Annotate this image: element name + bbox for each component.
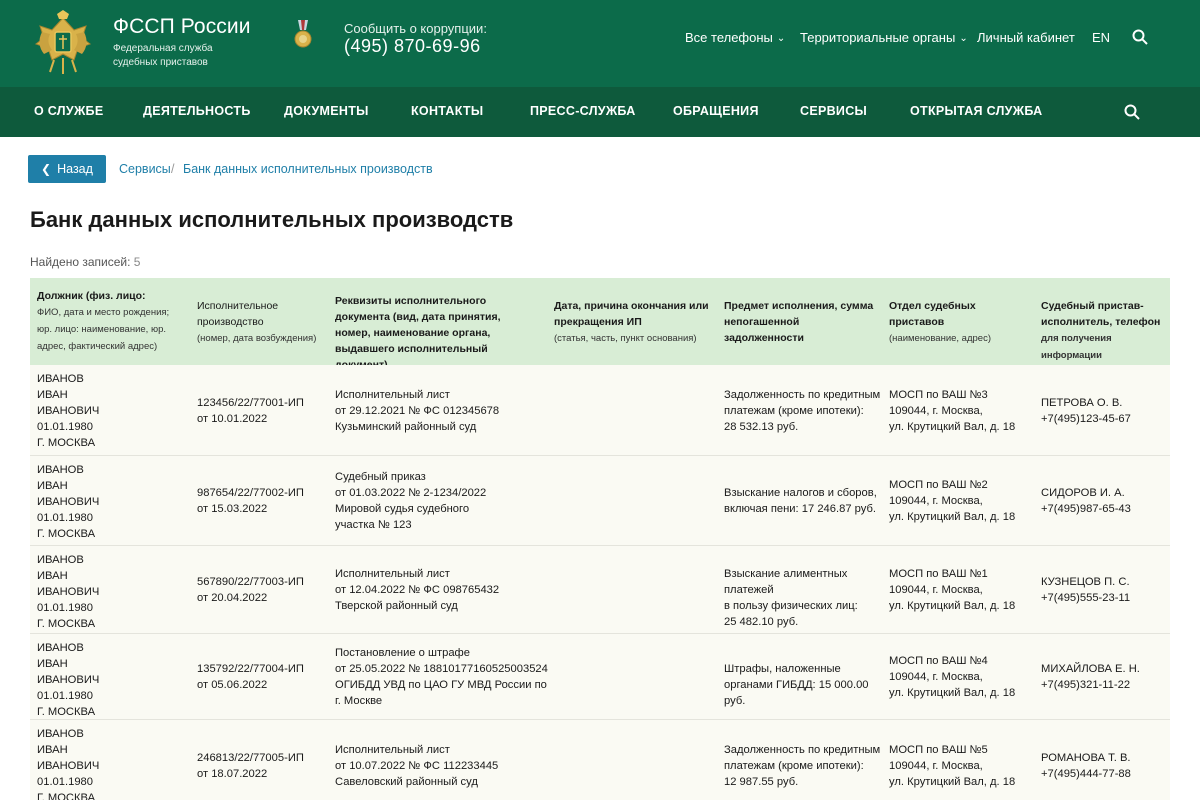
cell-debtor-line: ИВАНОВИЧ (37, 760, 100, 772)
cell-proceeding-line: от 18.07.2022 (197, 768, 268, 780)
chevron-left-icon: ❮ (41, 162, 52, 176)
nav-item-appeals[interactable]: ОБРАЩЕНИЯ (673, 104, 759, 118)
header-document: Реквизиты исполнительного документа (вид, дата принятия, номер, наименование органа, выдавшего исполнительный (335, 295, 501, 355)
cell-debtor-line: ИВАНОВ (37, 554, 84, 566)
fssp-emblem-icon[interactable] (32, 10, 94, 76)
cell-subject (724, 485, 884, 517)
cell-department (889, 653, 1034, 701)
cell-proceeding (197, 574, 327, 606)
cell-proceeding-line: 246813/22/77005-ИП (197, 752, 304, 764)
cell-department (889, 477, 1034, 525)
cell-document-line: от 01.03.2022 № 2-1234/2022 (335, 487, 487, 499)
corruption-phone[interactable]: (495) 870-69-96 (344, 36, 481, 56)
cell-department-line: ул. Крутицкий Вал, д. 18 (889, 421, 1016, 433)
cell-proceeding (197, 485, 327, 517)
cell-debtor-line: ИВАНОВ (37, 642, 84, 654)
cell-bailiff-line: +7(495)555-23-11 (1041, 592, 1131, 604)
top-header (0, 0, 1200, 87)
cell-subject-line: 25 482.10 руб. (724, 616, 799, 628)
breadcrumb-services[interactable]: Сервисы (119, 162, 171, 176)
table-row (30, 365, 1170, 456)
cell-subject (724, 742, 884, 790)
nav-item-services[interactable]: СЕРВИСЫ (800, 104, 868, 118)
header-bailiff: Судебный пристав-исполнитель, телефон для получения информации (1041, 300, 1161, 361)
cell-department-line: ул. Крутицкий Вал, д. 18 (889, 776, 1016, 788)
all-phones-label: Все телефоны (685, 30, 773, 45)
cell-debtor-line: Г. МОСКВА (37, 528, 96, 540)
found-count: 5 (133, 255, 141, 269)
cell-bailiff (1041, 395, 1166, 427)
found-records (30, 255, 140, 269)
cell-department-line: ул. Крутицкий Вал, д. 18 (889, 687, 1016, 699)
table-row (30, 456, 1170, 546)
cell-document-line: от 10.07.2022 № ФС 112233445 (335, 760, 499, 772)
table-row (30, 546, 1170, 634)
corruption-label: Сообщить о коррупции: (344, 21, 487, 36)
cell-document-line: Тверской районный суд (335, 600, 458, 612)
cell-document-line: Савеловский районный суд (335, 776, 478, 788)
cell-subject (724, 566, 884, 630)
cell-debtor (37, 726, 187, 800)
cell-document-line: от 12.04.2022 № ФС 098765432 (335, 584, 500, 596)
cell-debtor-line: ИВАН (37, 570, 68, 582)
nav-item-open-service[interactable]: ОТКРЫТАЯ СЛУЖБА (910, 104, 1043, 118)
cell-department-line: ул. Крутицкий Вал, д. 18 (889, 511, 1016, 523)
nav-item-documents[interactable]: ДОКУМЕНТЫ (284, 104, 369, 118)
cell-department (889, 387, 1034, 435)
found-label: Найдено записей: (30, 255, 131, 269)
cell-subject (724, 661, 884, 709)
cell-debtor-line: ИВАНОВИЧ (37, 586, 100, 598)
nav-item-about[interactable]: О СЛУЖБЕ (34, 104, 104, 118)
cell-bailiff (1041, 750, 1166, 782)
cell-debtor-line: Г. МОСКВА (37, 437, 96, 449)
cell-debtor-line: 01.01.1980 (37, 421, 93, 433)
header-end-date: Дата, причина окончания или прекращения ИП (статья, часть, пункт основания) (554, 300, 709, 344)
cell-subject-line: платежам (кроме ипотеки): (724, 405, 864, 417)
cell-debtor-line: 01.01.1980 (37, 776, 93, 788)
cell-document-line: ОГИБДД УВД по ЦАО ГУ МВД России по (335, 679, 547, 691)
cell-debtor-line: ИВАНОВ (37, 728, 84, 740)
table-row (30, 720, 1170, 800)
cell-debtor-line: ИВАН (37, 480, 68, 492)
header-subject: Предмет исполнения, сумма непогашенной задолженности (724, 300, 874, 344)
cell-debtor-line: ИВАНОВИЧ (37, 405, 100, 417)
cell-department-line: 109044, г. Москва, (889, 584, 983, 596)
cell-bailiff (1041, 485, 1166, 517)
cell-department-line: 109044, г. Москва, (889, 671, 983, 683)
cell-debtor-line: Г. МОСКВА (37, 706, 96, 718)
cell-proceeding (197, 395, 327, 427)
cell-proceeding-line: от 20.04.2022 (197, 592, 268, 604)
cell-department (889, 566, 1034, 614)
cell-debtor-line: ИВАН (37, 744, 68, 756)
cell-document-line: Постановление о штрафе (335, 647, 470, 659)
all-phones-link[interactable] (685, 30, 785, 45)
cell-proceeding-line: от 05.06.2022 (197, 679, 268, 691)
cell-bailiff-line: +7(495)123-45-67 (1041, 413, 1131, 425)
cell-proceeding (197, 661, 327, 693)
header-proceeding: Исполнительное производство (номер, дата возбуждения) (197, 300, 317, 344)
cell-proceeding-line: от 15.03.2022 (197, 503, 268, 515)
cell-document-line: участка № 123 (335, 519, 412, 531)
cell-bailiff-line: РОМАНОВА Т. В. (1041, 752, 1131, 764)
cell-department-line: МОСП по ВАШ №2 (889, 479, 988, 491)
header-debtor: Должник (физ. лицо: ФИО, дата и место рождения; юр. лицо: наименование, юр. адрес, фактический адрес) (37, 290, 170, 352)
cell-department-line: 109044, г. Москва, (889, 760, 983, 772)
cell-debtor-line: ИВАНОВ (37, 464, 84, 476)
cell-subject-line: Взыскание налогов и сборов, (724, 487, 877, 499)
cell-document-line: от 25.05.2022 № 18810177160525003524 (335, 663, 548, 675)
cell-subject-line: Задолженность по кредитным (724, 389, 881, 401)
header-department: Отдел судебных приставов (наименование, адрес) (889, 300, 991, 344)
cell-bailiff-line: СИДОРОВ И. А. (1041, 487, 1125, 499)
chevron-down-icon: ⌄ (959, 33, 968, 44)
cell-subject-line: 12 987.55 руб. (724, 776, 799, 788)
brand-title[interactable]: ФССП России (113, 15, 251, 38)
brand-subtitle: Федеральная служба судебных приставов (113, 43, 213, 68)
search-icon[interactable] (1124, 104, 1140, 120)
cell-document-line: Кузьминский районный суд (335, 421, 477, 433)
cell-subject-line: Штрафы, наложенные (724, 663, 841, 675)
table-header (30, 278, 1170, 365)
cell-document-line: Исполнительный лист (335, 568, 450, 580)
nav-item-activity[interactable]: ДЕЯТЕЛЬНОСТЬ (143, 104, 251, 118)
cell-bailiff (1041, 574, 1166, 606)
cell-document-line: Исполнительный лист (335, 744, 450, 756)
cell-department-line: МОСП по ВАШ №5 (889, 744, 988, 756)
cell-department-line: 109044, г. Москва, (889, 405, 983, 417)
cell-department-line: МОСП по ВАШ №1 (889, 568, 988, 580)
breadcrumb-separator: / (171, 162, 175, 176)
cell-debtor-line: ИВАНОВИЧ (37, 496, 100, 508)
main-nav (0, 87, 1200, 137)
cell-debtor-line: Г. МОСКВА (37, 792, 96, 800)
cell-document (335, 645, 550, 709)
search-icon[interactable] (1132, 29, 1148, 45)
cell-bailiff-line: КУЗНЕЦОВ П. С. (1041, 576, 1130, 588)
language-switch[interactable]: EN (1092, 30, 1111, 45)
cell-document (335, 742, 550, 790)
cell-document-line: Мировой судья судебного (335, 503, 470, 515)
cell-bailiff-line: ПЕТРОВА О. В. (1041, 397, 1123, 409)
cell-document (335, 387, 550, 435)
cell-bailiff-line: +7(495)987-65-43 (1041, 503, 1131, 515)
cell-debtor-line: ИВАН (37, 389, 68, 401)
cell-subject-line: включая пени: 17 246.87 руб. (724, 503, 876, 515)
medal-icon (293, 20, 313, 50)
cell-debtor-line: ИВАНОВИЧ (37, 674, 100, 686)
cell-debtor (37, 640, 187, 720)
cell-department-line: МОСП по ВАШ №3 (889, 389, 988, 401)
cell-debtor (37, 371, 187, 451)
cell-bailiff-line: +7(495)321-11-22 (1041, 679, 1131, 691)
cell-department-line: ул. Крутицкий Вал, д. 18 (889, 600, 1016, 612)
cell-debtor-line: Г. МОСКВА (37, 618, 96, 630)
cell-document-line: г. Москве (335, 695, 383, 707)
cell-debtor-line: ИВАН (37, 658, 68, 670)
page-title: Банк данных исполнительных производств (30, 207, 514, 232)
cell-subject-line: 28 532.13 руб. (724, 421, 799, 433)
territorial-bodies-link[interactable] (800, 30, 968, 45)
cell-proceeding-line: 567890/22/77003-ИП (197, 576, 304, 588)
cell-subject-line: Взыскание алиментных платежей (724, 568, 848, 596)
nav-item-press[interactable]: ПРЕСС-СЛУЖБА (530, 104, 636, 118)
back-button-label: Назад (57, 162, 93, 176)
cell-subject-line: Задолженность по кредитным (724, 744, 881, 756)
cell-debtor-line: 01.01.1980 (37, 690, 93, 702)
cell-proceeding-line: 123456/22/77001-ИП (197, 397, 304, 409)
back-button[interactable] (28, 155, 106, 183)
cell-document (335, 566, 550, 614)
cell-proceeding-line: от 10.01.2022 (197, 413, 268, 425)
personal-account-link[interactable]: Личный кабинет (977, 30, 1075, 45)
cell-document-line: Судебный приказ (335, 471, 426, 483)
cell-bailiff-line: МИХАЙЛОВА Е. Н. (1041, 663, 1140, 675)
cell-subject-line: органами ГИБДД: 15 000.00 руб. (724, 679, 869, 707)
chevron-down-icon: ⌄ (776, 33, 786, 44)
cell-debtor (37, 552, 187, 632)
cell-proceeding (197, 750, 327, 782)
cell-bailiff (1041, 661, 1166, 693)
nav-item-contacts[interactable]: КОНТАКТЫ (411, 104, 484, 118)
cell-proceeding-line: 135792/22/77004-ИП (197, 663, 304, 675)
breadcrumb-current[interactable]: Банк данных исполнительных производств (183, 162, 433, 176)
cell-document (335, 469, 550, 533)
cell-proceeding-line: 987654/22/77002-ИП (197, 487, 304, 499)
cell-debtor (37, 462, 187, 542)
cell-department (889, 742, 1034, 790)
table-row (30, 634, 1170, 720)
cell-debtor-line: ИВАНОВ (37, 373, 84, 385)
cell-subject (724, 387, 884, 435)
cell-debtor-line: 01.01.1980 (37, 602, 93, 614)
cell-bailiff-line: +7(495)444-77-88 (1041, 768, 1131, 780)
cell-department-line: 109044, г. Москва, (889, 495, 983, 507)
cell-debtor-line: 01.01.1980 (37, 512, 93, 524)
cell-subject-line: в пользу физических лиц: (724, 600, 858, 612)
territorial-bodies-label: Территориальные органы (800, 30, 956, 45)
cell-subject-line: платежам (кроме ипотеки): (724, 760, 864, 772)
cell-department-line: МОСП по ВАШ №4 (889, 655, 988, 667)
cell-document-line: от 29.12.2021 № ФС 012345678 (335, 405, 500, 417)
cell-document-line: Исполнительный лист (335, 389, 450, 401)
